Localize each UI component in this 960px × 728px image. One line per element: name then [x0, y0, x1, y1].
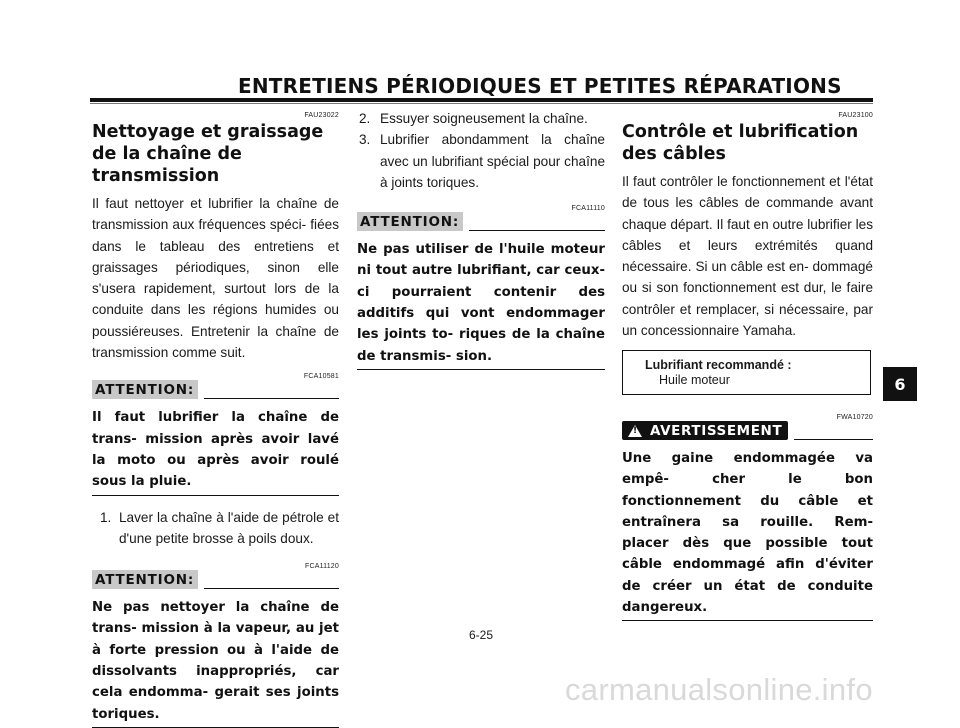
section-code: FAU23100 — [838, 112, 873, 119]
column-cable-check — [622, 112, 873, 341]
caution-header — [92, 570, 339, 589]
list-item — [92, 507, 339, 550]
heading-line-1: Nettoyage et graissage — [92, 122, 324, 142]
column-chain-lubrication — [357, 108, 605, 370]
caution-text: Il faut lubrifier la chaîne de trans- mission après avoir lavé la moto ou après avoir roulé sous la pluie. — [92, 410, 339, 490]
caution-code: FCA11110 — [571, 205, 605, 213]
caution-code: FCA11120 — [304, 563, 339, 571]
caution-badge: ATTENTION: — [92, 380, 198, 399]
heading-line-1: Contrôle et lubrification — [622, 122, 859, 142]
page-number: 6-25 — [468, 628, 494, 642]
steps-list — [357, 108, 605, 193]
section-heading — [92, 121, 339, 187]
caution-header — [357, 212, 605, 231]
chapter-tab: 6 — [883, 367, 917, 401]
list-item — [357, 108, 605, 129]
heading-line-2: de la chaîne de transmission — [92, 144, 242, 186]
caution-badge: ATTENTION: — [92, 570, 198, 589]
section-body: Il faut contrôler le fonctionnement et l'état de tous les câbles de commande avant chaque départ. Il faut en outre lubrifier les câbles et leurs extrémités quand nécessaire. Si un câble est en- dommagé ou si son fonctionnement est dur, le faire contrôler et remplacer, si nécessaire, par un concessionnaire Yamaha. — [622, 174, 873, 339]
spec-label: Lubrifiant recommandé : — [645, 358, 792, 372]
list-item — [357, 129, 605, 193]
caution-end-rule — [92, 495, 339, 496]
warning-block — [622, 414, 873, 621]
caution-code: FCA10581 — [303, 373, 339, 381]
section-heading — [622, 121, 873, 165]
caution-text: Ne pas utiliser de l'huile moteur ni tout autre lubrifiant, car ceux-ci pourraient contenir des additifs qui vont endommager les joints to- riques de la chaîne de transmis- sion. — [357, 242, 605, 364]
caution-rule — [204, 588, 339, 589]
header-rule — [90, 98, 873, 102]
section-code: FAU23022 — [304, 112, 339, 119]
caution-rule — [469, 230, 605, 231]
caution-header — [92, 380, 339, 399]
warning-badge — [622, 421, 788, 440]
steps-list — [92, 507, 339, 550]
warning-code: FWA10720 — [836, 414, 873, 421]
caution-end-rule — [357, 369, 605, 370]
step-number: 1. — [100, 509, 112, 525]
warning-rule — [794, 439, 873, 440]
page-header-title: ENTRETIENS PÉRIODIQUES ET PETITES RÉPARATIONS — [238, 74, 842, 98]
watermark: carmanualsonline.info — [565, 672, 873, 707]
step-number: 3. — [359, 132, 371, 148]
step-text: Laver la chaîne à l'aide de pétrole et d'une petite brosse à poils doux. — [119, 509, 339, 546]
section-body: Il faut nettoyer et lubrifier la chaîne de transmission aux fréquences spéci- fiées dans le tableau des entretiens et graissages périodiques, sinon elle s'usera rapidement, surtout lors de la conduite dans les régions humides ou poussiéreuses. Entretenir la chaîne de transmission comme suit. — [92, 196, 339, 361]
caution-rule — [204, 398, 339, 399]
warning-text: Une gaine endommagée va empê- cher le bon fonctionnement du câble et entraînera sa rouille. Rem- placer dès que possible tout câble endommagé afin d'éviter de créer un état de conduite dangereux. — [622, 451, 873, 616]
header-rule-thin — [90, 103, 873, 104]
caution-badge: ATTENTION: — [357, 212, 463, 231]
spec-value: Huile moteur — [659, 373, 730, 387]
step-text: Essuyer soigneusement la chaîne. — [380, 111, 588, 126]
warning-end-rule — [622, 620, 873, 621]
warning-triangle-icon — [628, 425, 642, 437]
step-text: Lubrifier abondamment la chaîne avec un lubrifiant spécial pour chaîne à joints toriques. — [380, 132, 605, 190]
step-number: 2. — [359, 111, 371, 126]
heading-line-2: des câbles — [622, 144, 726, 164]
column-chain-cleaning — [92, 112, 339, 728]
warning-label: AVERTISSEMENT — [650, 423, 783, 439]
warning-header — [622, 421, 873, 440]
caution-text: Ne pas nettoyer la chaîne de trans- mission à la vapeur, au jet à forte pression ou à l'aide de dissolvants inappropriés, car cela endomma- gerait ses joints toriques. — [92, 600, 339, 722]
recommended-lubricant-box — [622, 350, 871, 395]
